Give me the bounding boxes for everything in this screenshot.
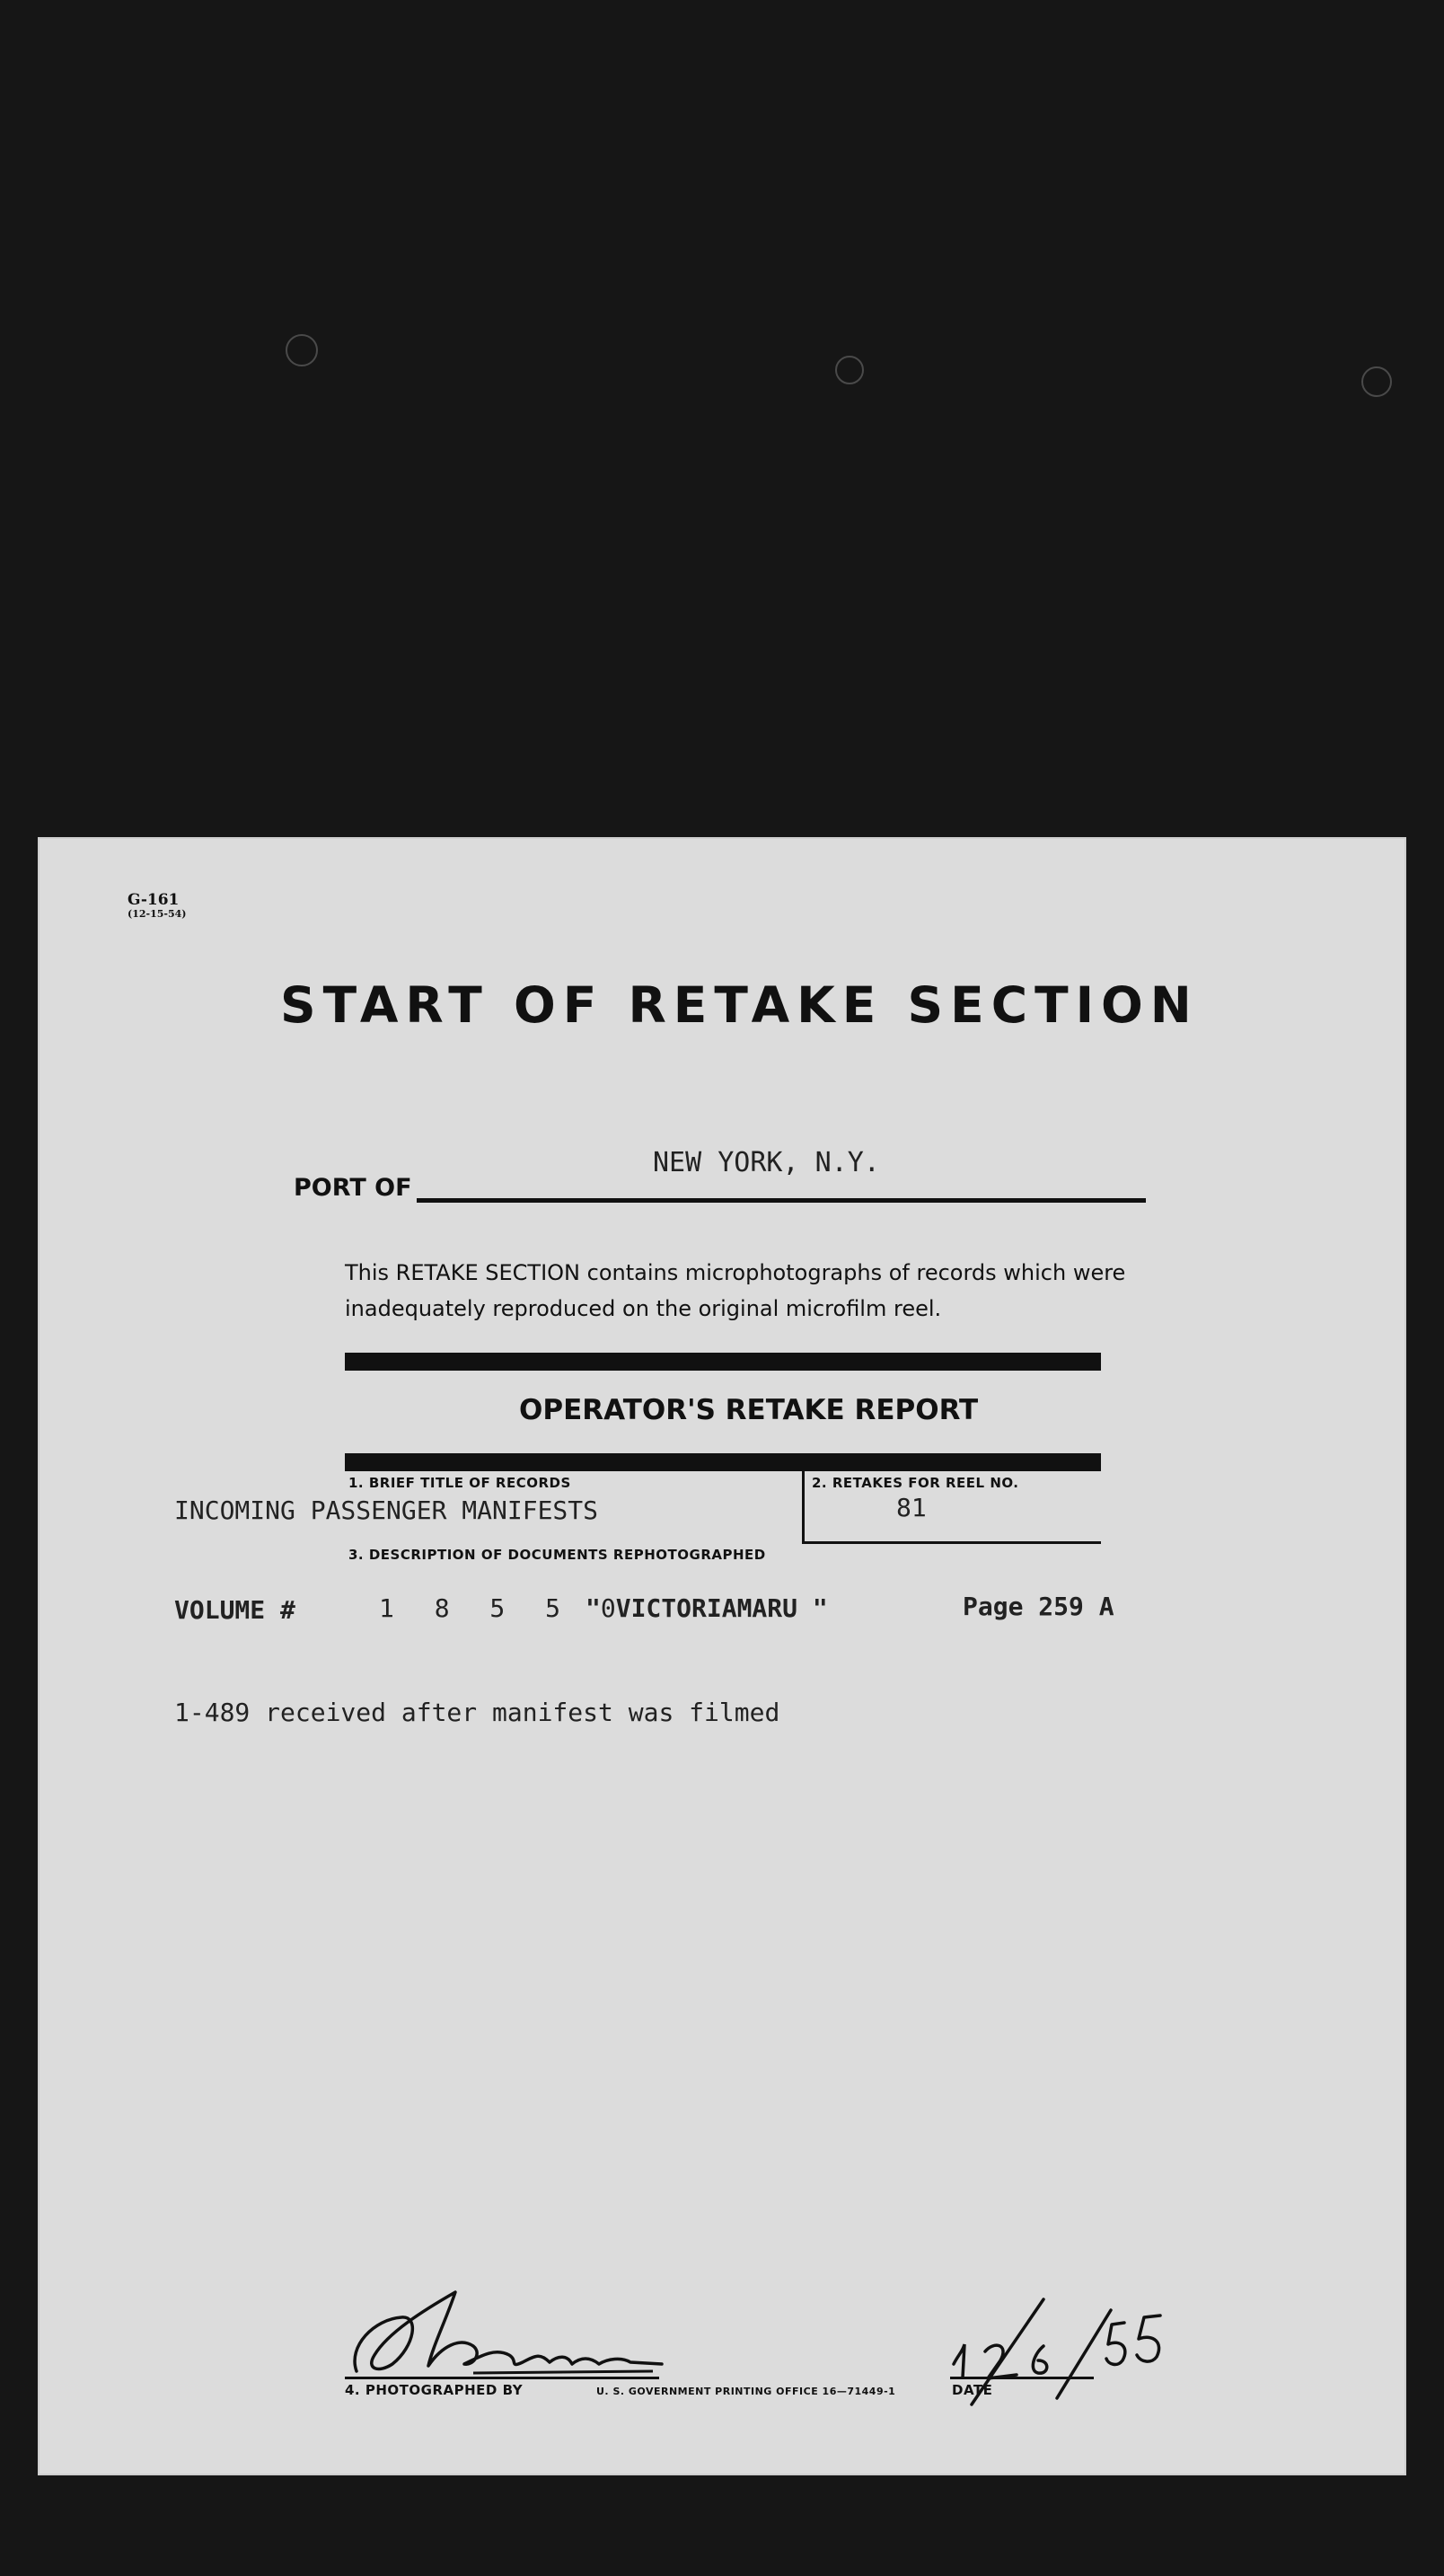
port-label: PORT OF bbox=[294, 1174, 412, 1202]
printer-line: U. S. GOVERNMENT PRINTING OFFICE 16—71449-1 bbox=[596, 2386, 896, 2397]
retake-form-page bbox=[38, 837, 1406, 2475]
date-label: DATE bbox=[952, 2382, 993, 2398]
page-title: START OF RETAKE SECTION bbox=[280, 976, 1199, 1034]
port-underline bbox=[417, 1198, 1146, 1203]
volume-number: 1 8 5 5 0 bbox=[379, 1593, 629, 1623]
photographed-by-line bbox=[345, 2377, 659, 2379]
date-line bbox=[950, 2377, 1094, 2379]
film-speck bbox=[1361, 366, 1392, 397]
field-divider bbox=[802, 1471, 805, 1543]
intro-text: This RETAKE SECTION contains microphotographs of records which were inadequately reproduced on the original microfilm reel. bbox=[345, 1260, 1126, 1321]
field4-label: 4. PHOTOGRAPHED BY bbox=[345, 2382, 524, 2398]
field1-label: 1. BRIEF TITLE OF RECORDS bbox=[348, 1475, 571, 1491]
divider-bar-top bbox=[345, 1353, 1101, 1371]
operator-signature bbox=[339, 2283, 680, 2382]
ship-name: " VICTORIAMARU " bbox=[586, 1593, 828, 1623]
report-title: OPERATOR'S RETAKE REPORT bbox=[519, 1394, 979, 1426]
field2-label: 2. RETAKES FOR REEL NO. bbox=[812, 1475, 1019, 1491]
field2-value: 81 bbox=[896, 1493, 927, 1522]
port-value: NEW YORK, N.Y. bbox=[653, 1147, 880, 1178]
form-revision: (12-15-54) bbox=[128, 908, 187, 920]
page-reference: Page 259 A bbox=[963, 1592, 1114, 1621]
field1-value: INCOMING PASSENGER MANIFESTS bbox=[174, 1495, 599, 1525]
form-number-text: G-161 bbox=[128, 891, 180, 909]
film-speck bbox=[286, 334, 318, 366]
divider-bar-bottom bbox=[345, 1453, 1101, 1471]
field2-underline bbox=[802, 1541, 1101, 1544]
form-number bbox=[128, 893, 186, 922]
field3-label: 3. DESCRIPTION OF DOCUMENTS REPHOTOGRAPHED bbox=[348, 1547, 766, 1563]
volume-label: VOLUME # bbox=[174, 1595, 295, 1625]
description-text: 1-489 received after manifest was filmed bbox=[174, 1698, 780, 1727]
film-speck bbox=[835, 356, 864, 384]
